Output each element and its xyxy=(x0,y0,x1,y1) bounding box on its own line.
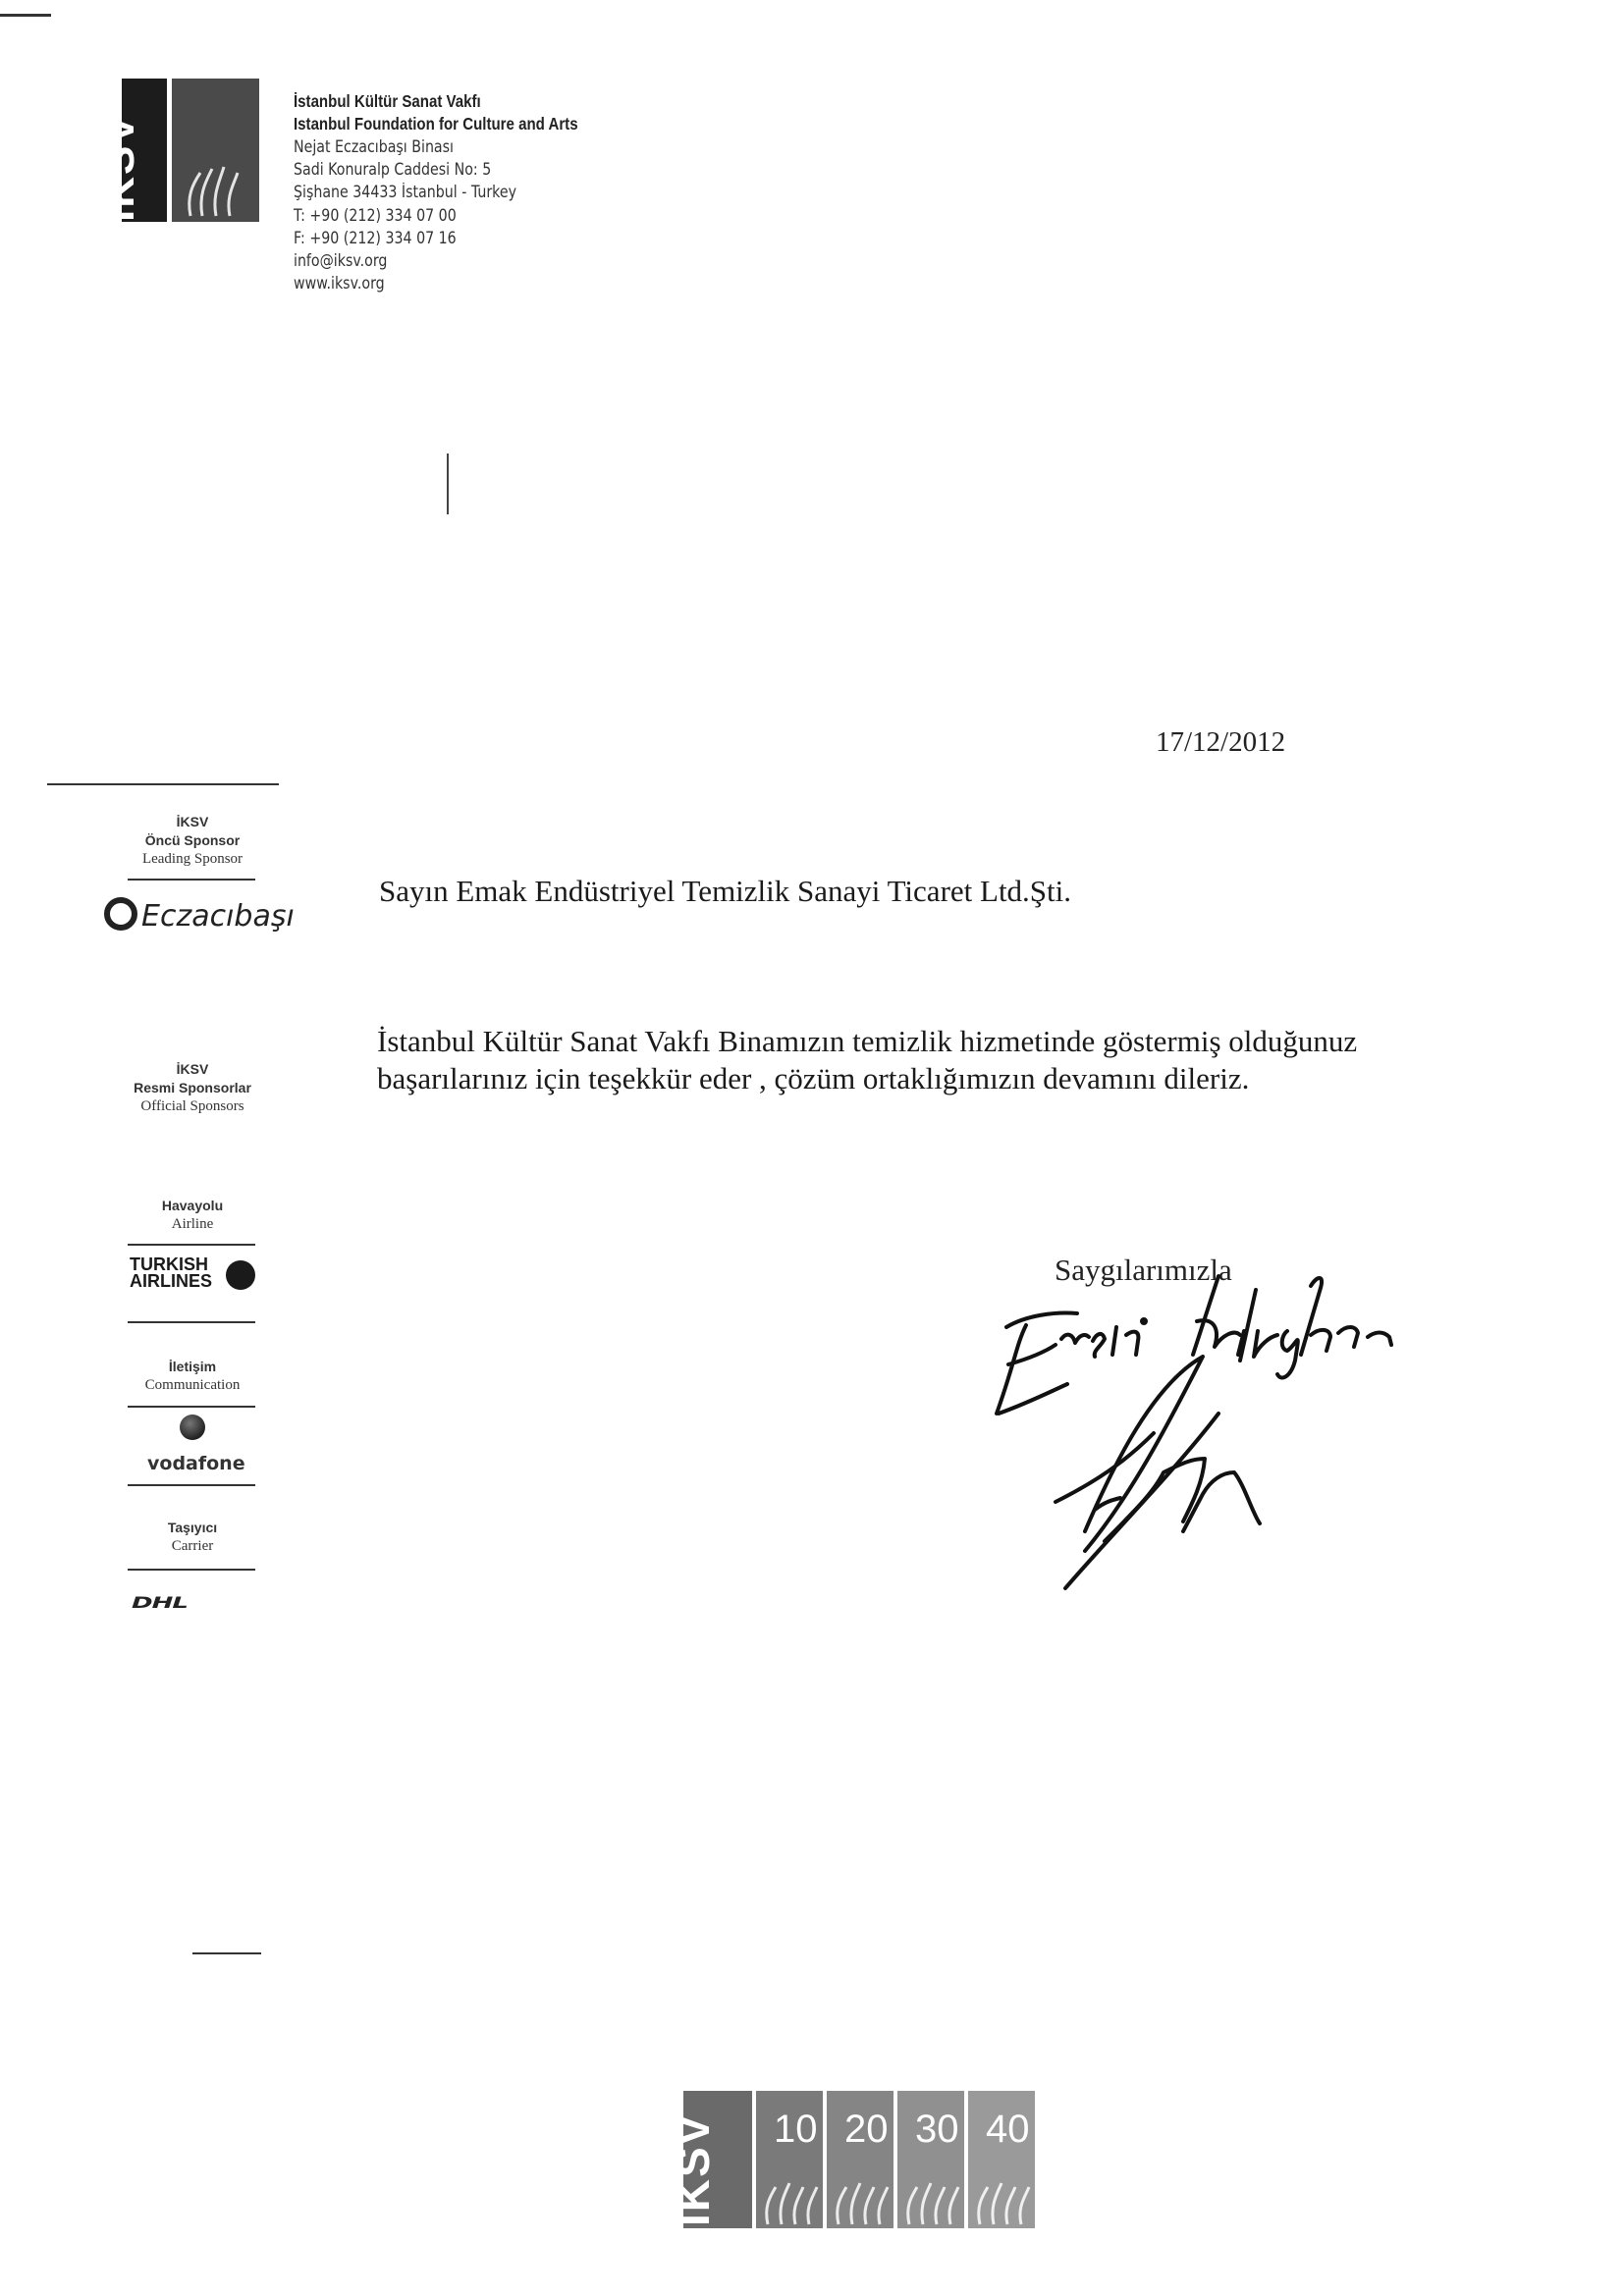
salutation: Sayın Emak Endüstriyel Temizlik Sanayi Ticaret Ltd.Şti. xyxy=(379,874,1072,908)
footer-logo-text: İKSV xyxy=(668,2112,719,2226)
anniversary-number: 10 xyxy=(774,2108,818,2151)
dhl-logo: DHL xyxy=(132,1594,188,1612)
category-en: Carrier xyxy=(171,1538,214,1554)
address-line: Şişhane 34433 İstanbul - Turkey xyxy=(294,183,517,202)
foundation-name-tr: İstanbul Kültür Sanat Vakfı xyxy=(294,91,481,111)
vodafone-logo: vodafone xyxy=(147,1453,245,1474)
divider xyxy=(128,1406,255,1408)
vertical-mark xyxy=(447,454,449,514)
divider xyxy=(128,1244,255,1246)
sponsor-org: İKSV xyxy=(176,1061,209,1077)
website-line: www.iksv.org xyxy=(294,274,385,294)
sponsor-name: Eczacıbaşı xyxy=(141,899,295,934)
divider xyxy=(128,879,255,881)
sponsor-type-en: Official Sponsors xyxy=(140,1098,244,1114)
sponsor-type-tr: Resmi Sponsorlar xyxy=(134,1080,251,1095)
divider xyxy=(47,783,279,785)
category-en: Airline xyxy=(171,1216,214,1232)
anniversary-number: 20 xyxy=(844,2108,889,2151)
address-line: Sadi Konuralp Caddesi No: 5 xyxy=(294,160,492,180)
anniversary-number: 40 xyxy=(986,2108,1030,2151)
leading-sponsor-block xyxy=(99,813,286,869)
phone-line: T: +90 (212) 334 07 00 xyxy=(294,205,457,225)
category-tr: Taşıyıcı xyxy=(167,1520,218,1535)
foundation-name-en: Istanbul Foundation for Culture and Arts xyxy=(294,114,578,133)
sponsor-org: İKSV xyxy=(176,814,209,829)
iksv-anniversary-logo xyxy=(668,2091,1043,2233)
divider xyxy=(128,1484,255,1486)
official-sponsors-block xyxy=(99,1060,286,1116)
corner-mark xyxy=(0,14,51,17)
email-line: info@iksv.org xyxy=(294,251,388,271)
iksv-logo-text: İKSV xyxy=(95,113,143,222)
closing: Saygılarımızla xyxy=(1055,1253,1232,1287)
category-en: Communication xyxy=(144,1377,241,1393)
divider xyxy=(192,1952,261,1954)
airline-block xyxy=(99,1197,286,1234)
carrier-block xyxy=(99,1519,286,1556)
turkish-airlines-icon xyxy=(226,1260,255,1290)
fax-line: F: +90 (212) 334 07 16 xyxy=(294,228,457,247)
letterhead-text xyxy=(294,90,624,294)
divider xyxy=(128,1321,255,1323)
address-line: Nejat Eczacıbaşı Binası xyxy=(294,137,454,156)
communication-block xyxy=(99,1358,286,1395)
letter-body: İstanbul Kültür Sanat Vakfı Binamızın temizlik hizmetinde göstermiş olduğunuz başarılarınız için teşekkür eder , çözüm ortaklığımızın devamını dileriz. xyxy=(377,1024,1358,1095)
turkish-airlines-logo xyxy=(130,1256,212,1290)
sponsor-type-tr: Öncü Sponsor xyxy=(144,832,241,848)
logo-line: AIRLINES xyxy=(130,1271,213,1291)
iksv-logo xyxy=(95,79,259,222)
eczacibasi-logo xyxy=(104,897,295,934)
vodafone-icon xyxy=(180,1415,205,1440)
category-tr: İletişim xyxy=(168,1359,217,1374)
logo-line: TURKISH xyxy=(130,1255,208,1274)
category-tr: Havayolu xyxy=(161,1198,224,1213)
sponsor-type-en: Leading Sponsor xyxy=(141,851,244,867)
letter-date: 17/12/2012 xyxy=(1156,726,1286,758)
eczacibasi-icon xyxy=(104,897,137,931)
anniversary-number: 30 xyxy=(915,2108,959,2151)
divider xyxy=(128,1569,255,1571)
signature xyxy=(987,1266,1458,1644)
